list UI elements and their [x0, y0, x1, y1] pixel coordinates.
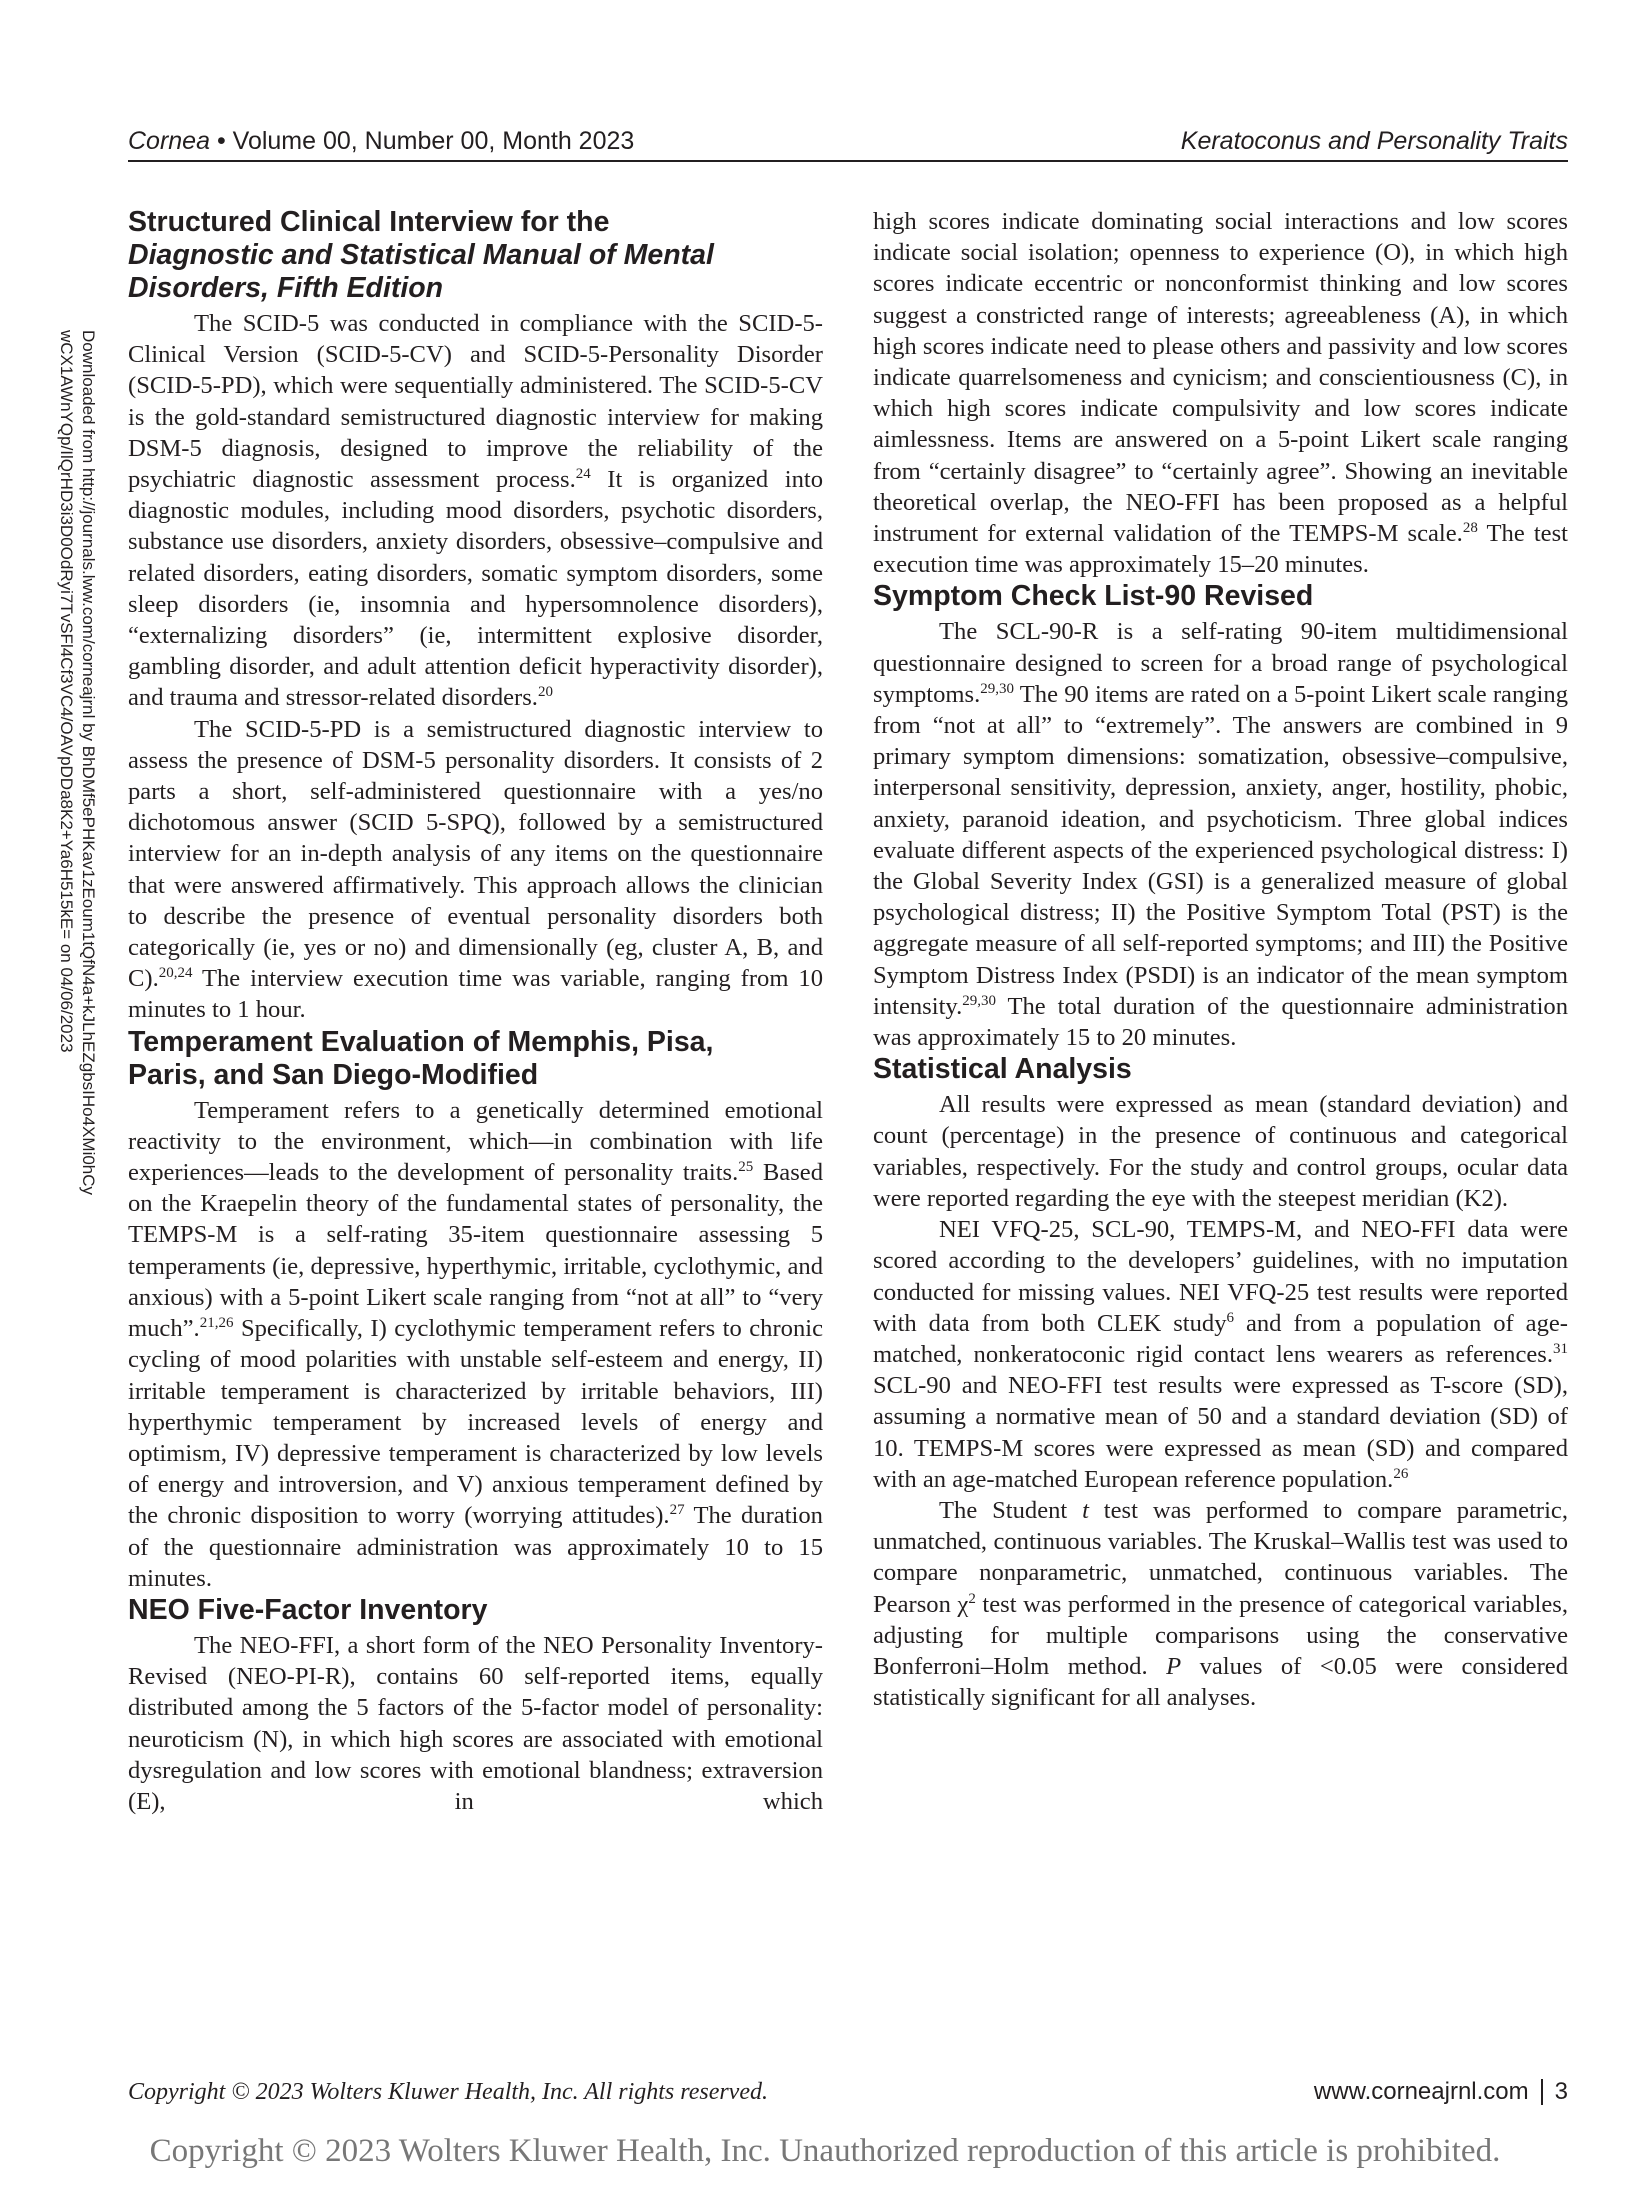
- scid-heading: [128, 206, 823, 305]
- citation: 24: [575, 466, 591, 483]
- citation: 21,26: [199, 1315, 234, 1332]
- text: The 90 items are rated on a 5-point Likert scale ranging from “not at all” to “extremely”. The answers are combined in 9 primary symptom dimensions: somatization, obsessive–compulsive, interpersonal sensitivity, depression, anxiety, anger, hostility, phobic, anxiety, paranoid ideation, and psychoticism. Three global indices evaluate different aspects of the experienced psychological distress: I) the Global Severity Index (GSI) is a generalized measure of global psychological distress; II) the Positive Symptom Total (PST) is the aggregate measure of all self-reported symptoms; and III) the Positive Symptom Distress Index (PSDI) is an indicator of the mean symptom intensity.: [873, 680, 1568, 1020]
- scl-heading: Symptom Check List-90 Revised: [873, 580, 1314, 613]
- text: test was performed to compare parametric, unmatched, continuous variables. The Kruskal–Wallis test was used to compare nonparametric, unmatched, continuous variables. The Pearson χ: [873, 1496, 1568, 1618]
- citation: 26: [1393, 1465, 1409, 1482]
- text: SCL-90 and NEO-FFI test results were expressed as T-score (SD), assuming a normative mean of 50 and a standard deviation (SD) of 10. TEMPS-M scores were expressed as mean (SD) and compared with an age-matched European reference population.: [873, 1372, 1568, 1493]
- text: The interview execution time was variable, ranging from 10 minutes to 1 hour.: [128, 965, 823, 1024]
- text: NEI VFQ-25, SCL-90, TEMPS-M, and NEO-FFI data were scored according to the developers’ guidelines, with no imputation conducted for missing values. NEI VFQ-25 test results were reported with data from both CLEK study: [873, 1216, 1568, 1337]
- text: The Student: [939, 1496, 1083, 1524]
- citation: 27: [669, 1502, 685, 1519]
- text: Temperament refers to a genetically determined emotional reactivity to the environment, which—in combination with life experiences—leads to the development of personality traits.: [128, 1096, 823, 1187]
- text: The test execution time was approximately 15–20 minutes.: [873, 520, 1568, 579]
- citation: 6: [1226, 1309, 1235, 1326]
- issue-info: • Volume 00, Number 00, Month 2023: [216, 127, 635, 155]
- scl-paragraph-1: [873, 616, 1568, 1053]
- temps-heading-line-1: Temperament Evaluation of Memphis, Pisa,: [128, 1025, 714, 1058]
- footer-site: [1314, 2078, 1568, 2106]
- citation: 31: [1553, 1340, 1568, 1357]
- temps-heading: [128, 1026, 823, 1092]
- running-header: [128, 116, 1568, 162]
- t-symbol: t: [1082, 1496, 1089, 1524]
- download-side-note: [55, 330, 98, 1330]
- side-note-line-1: Downloaded from http://journals.lww.com/corneajrnl by BhDMf5ePHKav1zEoum1tQfN4a+kJLhEZgbsIHo4XMi0hCy: [79, 330, 98, 1196]
- text: The duration of the questionnaire administration was approximately 10 to 15 minutes.: [128, 1502, 823, 1592]
- text: test was performed in the presence of categorical variables, adjusting for multiple comparisons using the conservative Bonferroni–Holm method.: [873, 1590, 1568, 1680]
- text: The SCL-90-R is a self-rating 90-item multidimensional questionnaire designed to screen for a broad range of psychological symptoms.: [873, 618, 1568, 708]
- scid-paragraph-1: [128, 308, 823, 714]
- text: high scores indicate dominating social interactions and low scores indicate social isolation; openness to experience (O), in which high scores indicate eccentric or nonconformist thinking and low scores suggest a constricted range of interests; agreeableness (A), in which high scores indicate need to please others and passivity and low scores indicate quarrelsomeness and cynicism; and conscientiousness (C), in which high scores indicate compulsivity and low scores indicate aimlessness. Items are answered on a 5-point Likert scale ranging from “certainly disagree” to “certainly agree”. Showing an inevitable theoretical overlap, the NEO-FFI has been proposed as a helpful instrument for external validation of the TEMPS-M scale.: [873, 208, 1568, 548]
- scid-heading-line-3: Disorders, Fifth Edition: [128, 272, 444, 304]
- stats-heading: Statistical Analysis: [873, 1053, 1132, 1086]
- citation: 29,30: [980, 680, 1015, 697]
- stats-paragraph-2: [873, 1214, 1568, 1495]
- scid-paragraph-2: [128, 714, 823, 1026]
- p-symbol: P: [1166, 1652, 1182, 1680]
- superscript: 2: [968, 1590, 976, 1607]
- citation: 20,24: [158, 965, 193, 982]
- text: The SCID-5-PD is a semistructured diagnostic interview to assess the presence of DSM-5 personality disorders. It consists of 2 parts a short, self-administered questionnaire with a yes/no dichotomous answer (SCID 5-SPQ), followed by a semistructured interview for an in-depth analysis of any items on the questionnaire that were answered affirmatively. This approach allows the clinician to describe the presence of eventual personality disorders both categorically (ie, yes or no) and dimensionally (eg, cluster A, B, and C).: [128, 715, 823, 993]
- stats-paragraph-3: [873, 1495, 1568, 1713]
- reproduction-notice: Copyright © 2023 Wolters Kluwer Health, Inc. Unauthorized reproduction of this article is prohibited.: [149, 2133, 1501, 2169]
- page-number: 3: [1554, 2078, 1568, 2105]
- text: and from a population of age-matched, nonkeratoconic rigid contact lens wearers as references.: [873, 1309, 1568, 1368]
- journal-name: Cornea: [128, 127, 210, 155]
- scid-heading-line-2: Diagnostic and Statistical Manual of Mental: [128, 239, 714, 271]
- text: It is organized into diagnostic modules, including mood disorders, psychotic disorders, substance use disorders, anxiety disorders, obsessive–compulsive and related disorders, eating disorders, somatic symptom disorders, some sleep disorders (ie, insomnia and hypersomnolence disorders), “externalizing disorders” (ie, intermittent explosive disorder, gambling disorder, and adult attention deficit hyperactivity disorder), and trauma and stressor-related disorders.: [128, 466, 823, 712]
- temps-heading-line-2: Paris, and San Diego-Modified: [128, 1058, 539, 1091]
- citation: 28: [1462, 520, 1478, 537]
- citation: 20: [537, 684, 553, 701]
- right-column: [873, 206, 1568, 1713]
- citation: 29,30: [962, 992, 997, 1009]
- neo-heading: NEO Five-Factor Inventory: [128, 1593, 488, 1626]
- neo-paragraph-1-continued: [873, 206, 1568, 580]
- journal-issue-info: [128, 127, 634, 156]
- temps-paragraph-1: [128, 1095, 823, 1594]
- text: The SCID-5 was conducted in compliance with the SCID-5-Clinical Version (SCID-5-CV) and SCID-5-Personality Disorder (SCID-5-PD), which were sequentially administered. The SCID-5-CV is the gold-standard semistructured diagnostic interview for making DSM-5 diagnosis, designed to improve the reliability of the psychiatric diagnostic assessment process.: [128, 310, 823, 494]
- page-footer: [128, 2074, 1568, 2110]
- footer-divider: [1541, 2079, 1543, 2105]
- text: values of <0.05 were considered statistically significant for all analyses.: [873, 1652, 1568, 1712]
- stats-paragraph-1: All results were expressed as mean (standard deviation) and count (percentage) in the presence of continuous and categorical variables, respectively. For the study and control groups, ocular data were reported regarding the eye with the steepest meridian (K2).: [873, 1091, 1568, 1212]
- journal-website-link[interactable]: www.corneajrnl.com: [1313, 2078, 1529, 2105]
- citation: 25: [738, 1159, 754, 1176]
- side-note-text: [55, 330, 99, 1330]
- left-column: [128, 206, 823, 1817]
- text: Based on the Kraepelin theory of the fundamental states of personality, the TEMPS-M is a self-rating 35-item questionnaire assessing 5 temperaments (ie, depressive, hyperthymic, irritable, cyclothymic, and anxious) with a 5-point Likert scale ranging from “not at all” to “very much”.: [128, 1159, 823, 1343]
- running-title: Keratoconus and Personality Traits: [1180, 127, 1568, 155]
- neo-paragraph-1-start: The NEO-FFI, a short form of the NEO Personality Inventory-Revised (NEO-PI-R), contains 60 self-reported items, equally distributed among the 5 factors of the 5-factor model of personality: neuroticism (N), in which high scores are associated with emotional dysregulation and low scores with emotional blandness; extraversion (E), in which: [128, 1631, 823, 1815]
- footer-copyright: Copyright © 2023 Wolters Kluwer Health, Inc. All rights reserved.: [128, 2078, 768, 2105]
- text: Specifically, I) cyclothymic temperament refers to chronic cycling of mood polarities with unstable self-esteem and energy, II) irritable temperament is characterized by irritable behaviors, III) hyperthymic temperament by increased levels of energy and optimism, IV) depressive temperament is characterized by low levels of energy and introversion, and V) anxious temperament defined by the chronic disposition to worry (worrying attitudes).: [128, 1315, 823, 1530]
- scid-heading-line-1: Structured Clinical Interview for the: [128, 206, 610, 238]
- text: The total duration of the questionnaire administration was approximately 15 to 20 minutes.: [873, 992, 1568, 1052]
- side-note-line-2: wCX1AWnYQp/IlQrHD3i3D0OdRyi7TvSFl4Cf3VC4/OAVpDDa8K2+Ya6H515kE= on 04/06/2023: [57, 330, 76, 1053]
